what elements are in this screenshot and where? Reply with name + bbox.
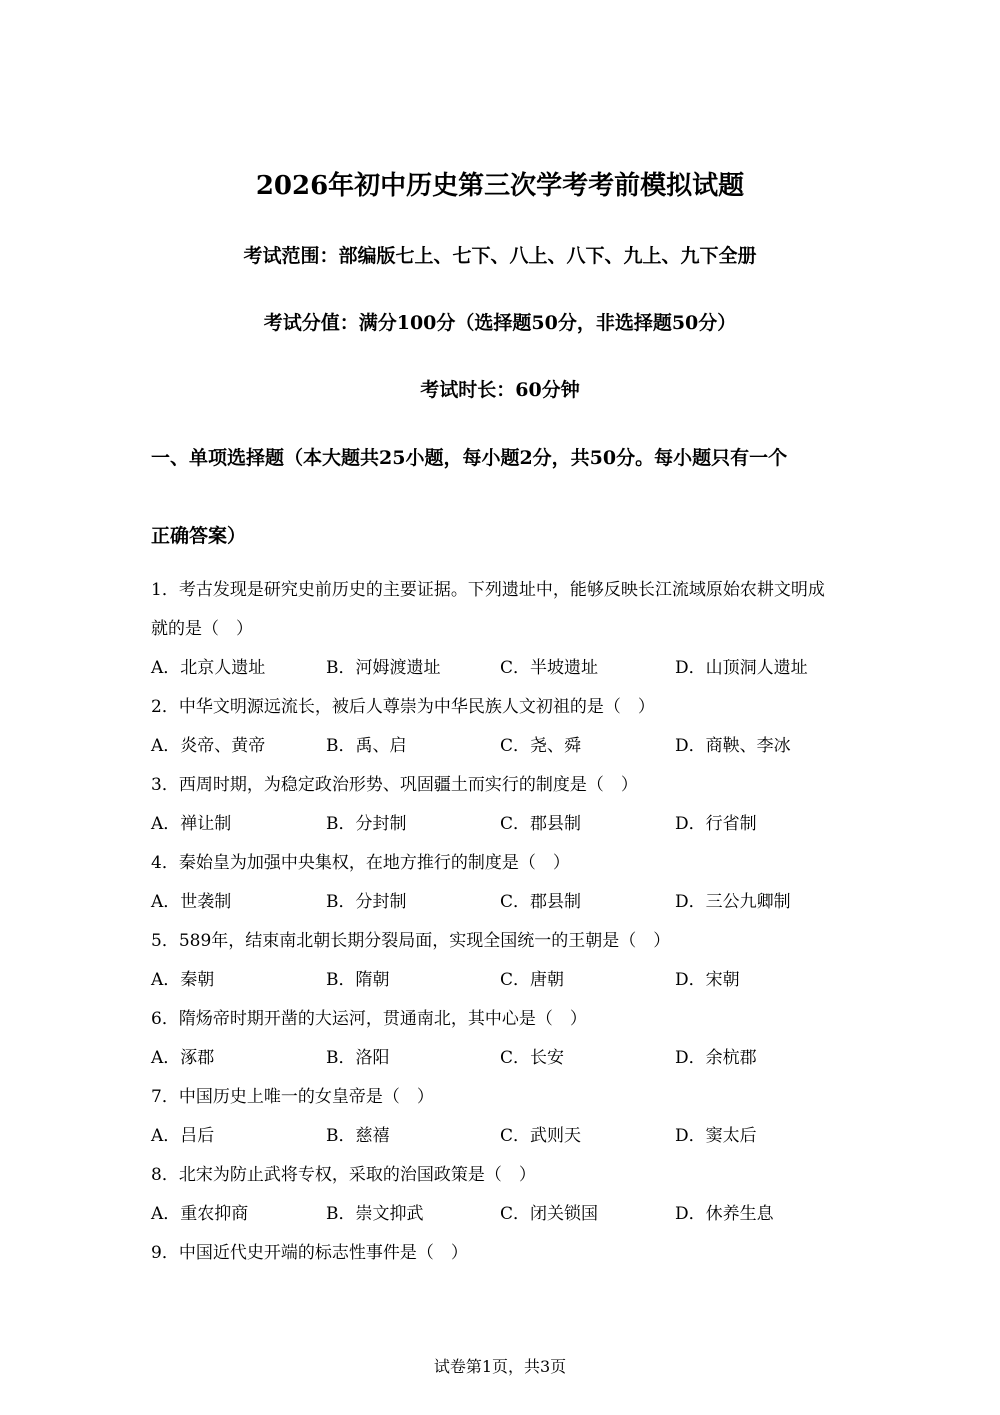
question-6-option-d: D．余杭郡: [675, 1048, 757, 1068]
question-3-option-b: B．分封制: [326, 814, 407, 834]
question-1-option-b: B．河姆渡遗址: [326, 658, 441, 678]
question-5-stem: 5．589年，结束南北朝长期分裂局面，实现全国统一的王朝是（ ）: [151, 931, 671, 951]
exam-title: 2026年初中历史第三次学考考前模拟试题: [255, 171, 745, 201]
section-heading-line1: 一、单项选择题（本大题共25小题，每小题2分，共50分。每小题只有一个: [151, 447, 788, 469]
question-1-options: [151, 656, 871, 680]
exam-scope: 考试范围：部编版七上、七下、八上、八下、九上、九下全册: [243, 245, 757, 267]
question-6-option-c: C．长安: [500, 1048, 565, 1068]
question-3-options: [151, 812, 871, 836]
question-7-option-c: C．武则天: [500, 1126, 582, 1146]
question-5-option-d: D．宋朝: [675, 970, 740, 990]
question-6-option-b: B．洛阳: [326, 1048, 390, 1068]
question-1-option-a: A．北京人遗址: [151, 658, 266, 678]
question-1-option-c: C．半坡遗址: [500, 658, 599, 678]
question-2-option-c: C．尧、舜: [500, 736, 582, 756]
question-7-option-d: D．窦太后: [675, 1126, 757, 1146]
question-5-option-c: C．唐朝: [500, 970, 565, 990]
question-3-option-c: C．郡县制: [500, 814, 582, 834]
page-footer: 试卷第1页，共3页: [433, 1357, 567, 1376]
question-7-option-b: B．慈禧: [326, 1126, 390, 1146]
question-2-option-a: A．炎帝、黄帝: [151, 736, 266, 756]
question-8-option-b: B．崇文抑武: [326, 1204, 424, 1224]
question-2-stem: 2．中华文明源远流长，被后人尊崇为中华民族人文初祖的是（ ）: [151, 697, 655, 717]
question-1-stem-line1: 1．考古发现是研究史前历史的主要证据。下列遗址中，能够反映长江流域原始农耕文明成: [151, 580, 825, 600]
section-heading-line2: 正确答案）: [151, 525, 247, 547]
question-7-option-a: A．吕后: [151, 1126, 215, 1146]
question-1-option-d: D．山顶洞人遗址: [675, 658, 808, 678]
question-8-option-a: A．重农抑商: [151, 1204, 249, 1224]
exam-score: 考试分值：满分100分（选择题50分，非选择题50分）: [263, 312, 737, 334]
question-6-option-a: A．涿郡: [151, 1048, 215, 1068]
question-8-stem: 8．北宋为防止武将专权，采取的治国政策是（ ）: [151, 1165, 536, 1185]
question-2-option-b: B．禹、启: [326, 736, 407, 756]
question-4-option-a: A．世袭制: [151, 892, 232, 912]
question-8-option-d: D．休养生息: [675, 1204, 774, 1224]
question-5-options: [151, 968, 871, 992]
question-6-options: [151, 1046, 871, 1070]
question-4-options: [151, 890, 871, 914]
exam-time: 考试时长：60分钟: [420, 379, 580, 401]
question-3-option-d: D．行省制: [675, 814, 757, 834]
question-8-options: [151, 1202, 871, 1226]
question-5-option-a: A．秦朝: [151, 970, 215, 990]
question-2-options: [151, 734, 871, 758]
question-7-options: [151, 1124, 871, 1148]
question-5-option-b: B．隋朝: [326, 970, 390, 990]
question-6-stem: 6．隋炀帝时期开凿的大运河，贯通南北，其中心是（ ）: [151, 1009, 587, 1029]
question-9-stem: 9．中国近代史开端的标志性事件是（ ）: [151, 1243, 468, 1263]
question-1-stem-line2: 就的是（ ）: [151, 619, 253, 639]
question-7-stem: 7．中国历史上唯一的女皇帝是（ ）: [151, 1087, 434, 1107]
question-4-stem: 4．秦始皇为加强中央集权，在地方推行的制度是（ ）: [151, 853, 570, 873]
question-4-option-b: B．分封制: [326, 892, 407, 912]
question-4-option-c: C．郡县制: [500, 892, 582, 912]
question-2-option-d: D．商鞅、李冰: [675, 736, 791, 756]
question-3-option-a: A．禅让制: [151, 814, 232, 834]
question-4-option-d: D．三公九卿制: [675, 892, 791, 912]
question-8-option-c: C．闭关锁国: [500, 1204, 599, 1224]
question-3-stem: 3．西周时期，为稳定政治形势、巩固疆土而实行的制度是（ ）: [151, 775, 638, 795]
